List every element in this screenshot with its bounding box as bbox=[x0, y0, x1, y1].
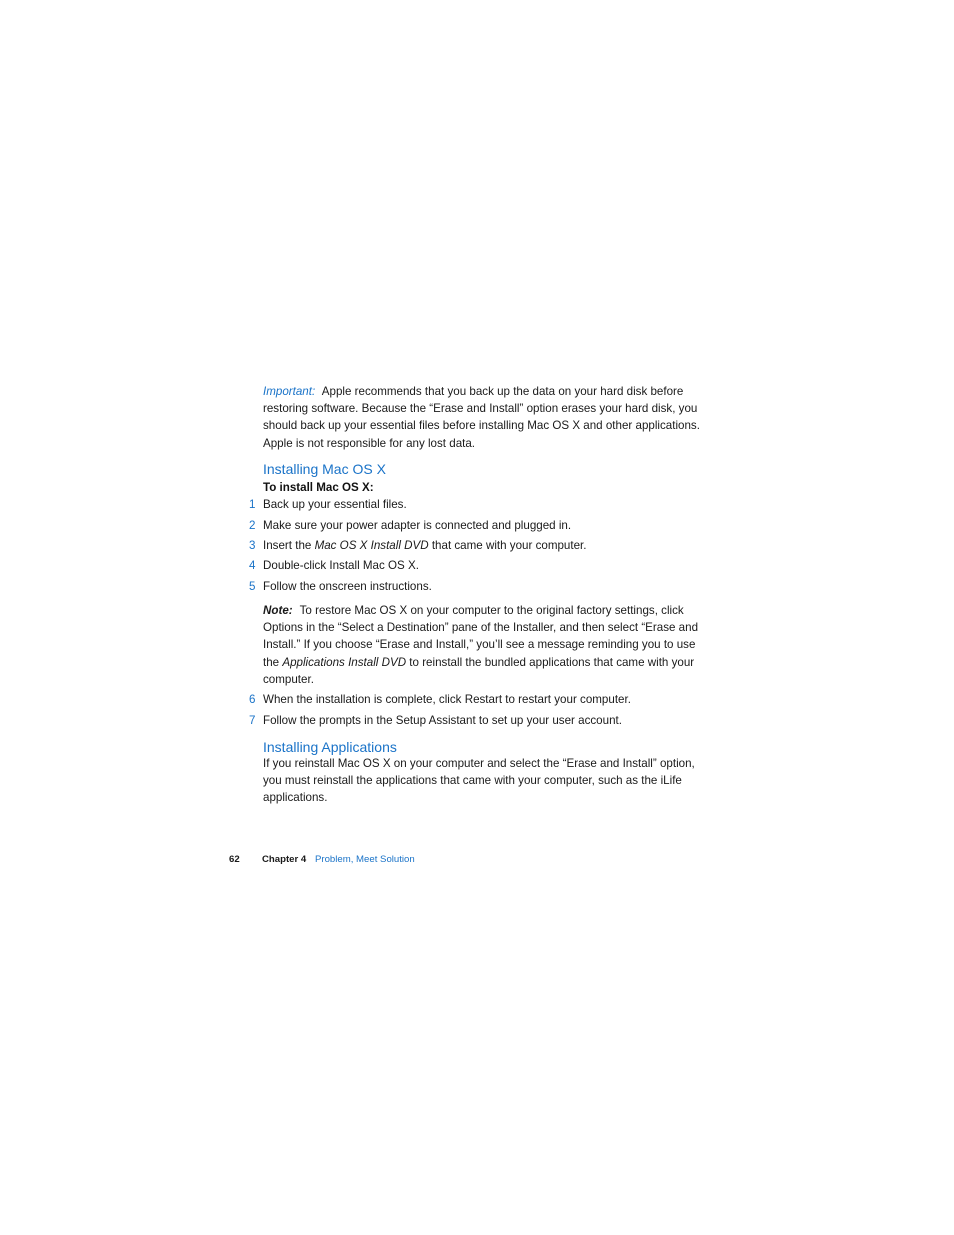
step-text: Double-click Install Mac OS X. bbox=[263, 559, 419, 572]
step-number: 6 bbox=[249, 693, 256, 706]
step-text: Follow the prompts in the Setup Assistant to set up your user account. bbox=[263, 714, 622, 727]
step-number: 3 bbox=[249, 539, 256, 552]
step-number: 7 bbox=[249, 714, 256, 727]
chapter-label: Chapter 4 bbox=[262, 854, 307, 865]
step-text-post: that came with your computer. bbox=[428, 539, 587, 552]
step-text: Back up your essential files. bbox=[263, 498, 407, 511]
note-paragraph bbox=[263, 602, 703, 688]
step-number: 5 bbox=[249, 580, 256, 593]
note-text-italic: Applications Install DVD bbox=[282, 655, 407, 669]
step-text: Follow the onscreen instructions. bbox=[263, 580, 432, 593]
important-paragraph bbox=[263, 383, 703, 452]
section-heading-installing-mac-os-x: Installing Mac OS X bbox=[263, 461, 386, 477]
important-text: Apple recommends that you back up the data on your hard disk before restoring software. Because the “Erase and Install” option erases your hard disk, you should back up your essential files before installing Mac OS X and other applications. Apple is not responsible for any lost data. bbox=[263, 385, 700, 450]
step-number: 4 bbox=[249, 559, 256, 572]
note-text-2: to reinstall the bundled applications that came with your computer. bbox=[263, 655, 695, 686]
step-text: Make sure your power adapter is connected and plugged in. bbox=[263, 519, 572, 532]
procedure-title: To install Mac OS X: bbox=[263, 481, 374, 494]
step-text-pre: Insert the bbox=[263, 539, 315, 552]
step-number: 1 bbox=[249, 498, 256, 511]
page-number: 62 bbox=[229, 854, 240, 865]
step-text: When the installation is complete, click Restart to restart your computer. bbox=[263, 693, 631, 706]
chapter-title: Problem, Meet Solution bbox=[315, 854, 415, 865]
note-text-1: To restore Mac OS X on your computer to the original factory settings, click Options in the “Select a Destination” pane of the Installer, and then select “Erase and Install.” If you choose “Erase and Install,” you’ll see a message reminding you to use the bbox=[263, 604, 699, 669]
section-heading-installing-applications: Installing Applications bbox=[263, 739, 397, 755]
step-text bbox=[263, 538, 703, 554]
step-number: 2 bbox=[249, 519, 256, 532]
important-label: Important: bbox=[263, 385, 316, 398]
applications-paragraph: If you reinstall Mac OS X on your computer and select the “Erase and Install” option, you must reinstall the applications that came with your computer, such as the iLife applications. bbox=[263, 757, 695, 805]
note-label: Note: bbox=[263, 604, 293, 617]
step-text-italic: Mac OS X Install DVD bbox=[314, 539, 429, 552]
